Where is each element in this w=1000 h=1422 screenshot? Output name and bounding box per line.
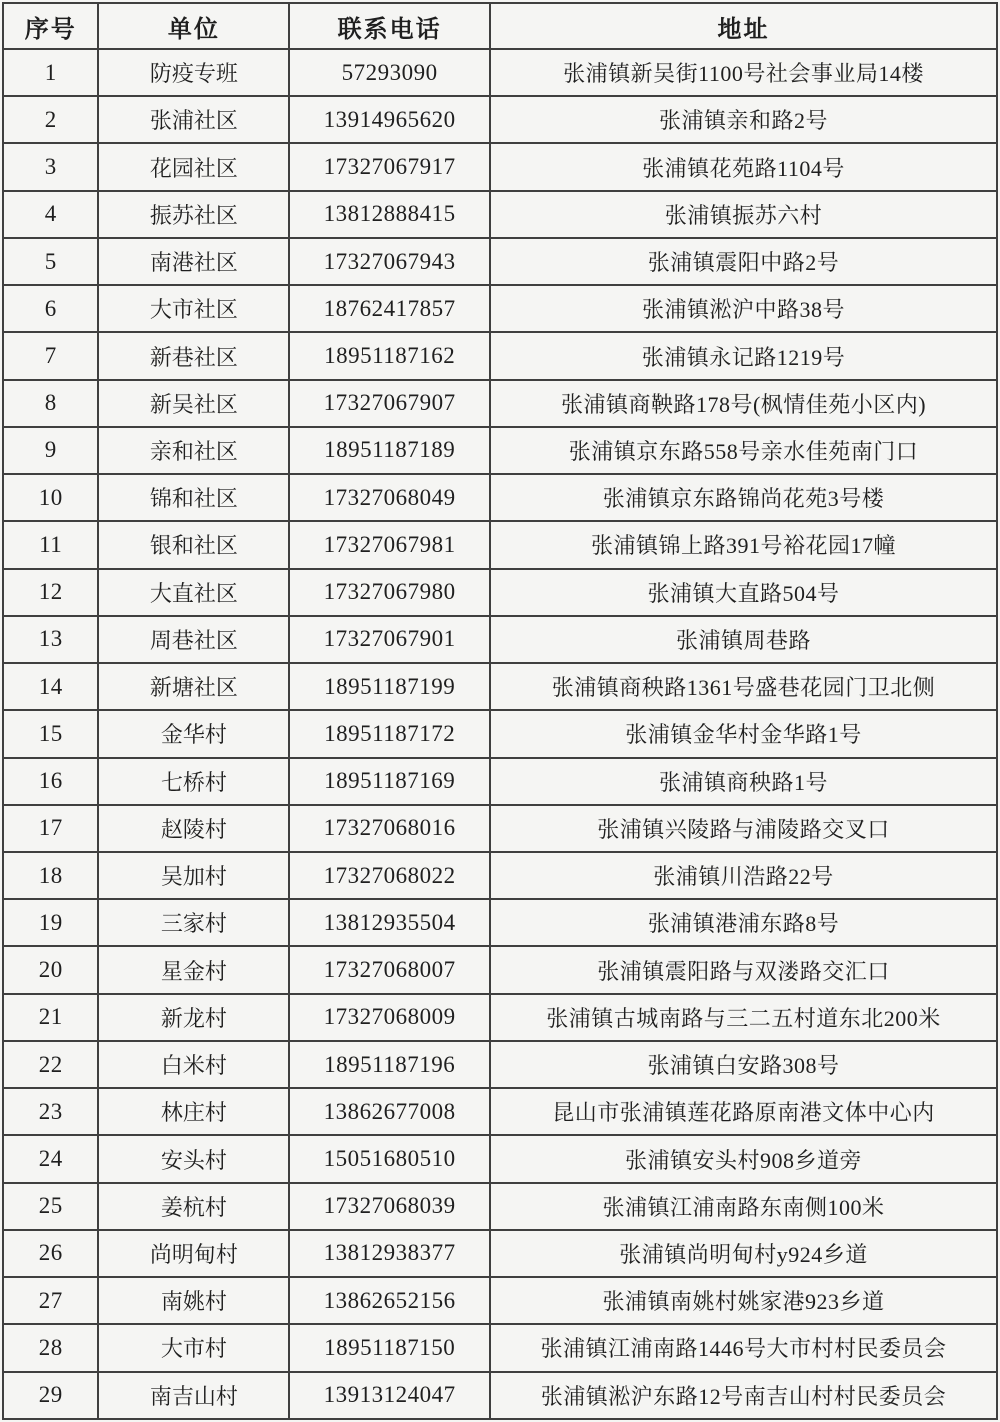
table-row [3,96,997,143]
cell-index: 14 [3,663,98,710]
table-row [3,852,997,899]
table-row [3,1041,997,1088]
cell-address: 张浦镇京东路锦尚花苑3号楼 [490,474,997,521]
cell-address: 张浦镇港浦东路8号 [490,899,997,946]
cell-address: 张浦镇商秧路1361号盛巷花园门卫北侧 [490,663,997,710]
cell-phone: 17327068049 [289,474,490,521]
table-row [3,285,997,332]
table-row [3,238,997,285]
cell-address: 张浦镇京东路558号亲水佳苑南门口 [490,427,997,474]
cell-index: 9 [3,427,98,474]
cell-index: 17 [3,805,98,852]
cell-index: 20 [3,946,98,993]
cell-address: 张浦镇川浩路22号 [490,852,997,899]
cell-index: 21 [3,994,98,1041]
cell-address: 张浦镇兴陵路与浦陵路交叉口 [490,805,997,852]
cell-phone: 17327067943 [289,238,490,285]
cell-address: 张浦镇亲和路2号 [490,96,997,143]
table-row [3,521,997,568]
cell-phone: 17327067981 [289,521,490,568]
cell-phone: 57293090 [289,49,490,96]
cell-index: 23 [3,1088,98,1135]
cell-address: 张浦镇江浦南路1446号大市村村民委员会 [490,1324,997,1371]
col-header-address: 地址 [490,3,997,49]
cell-phone: 13913124047 [289,1372,490,1419]
table-row [3,946,997,993]
cell-unit: 张浦社区 [98,96,289,143]
cell-phone: 17327068022 [289,852,490,899]
table-row [3,616,997,663]
cell-phone: 13812938377 [289,1230,490,1277]
cell-phone: 17327067917 [289,143,490,190]
cell-unit: 花园社区 [98,143,289,190]
cell-unit: 振苏社区 [98,191,289,238]
cell-index: 2 [3,96,98,143]
cell-index: 1 [3,49,98,96]
cell-phone: 17327068016 [289,805,490,852]
cell-index: 15 [3,710,98,757]
cell-unit: 姜杭村 [98,1183,289,1230]
cell-phone: 17327067901 [289,616,490,663]
cell-address: 张浦镇永记路1219号 [490,332,997,379]
cell-index: 27 [3,1277,98,1324]
cell-unit: 南港社区 [98,238,289,285]
table-row [3,1183,997,1230]
contact-table [2,2,998,1420]
cell-phone: 17327068007 [289,946,490,993]
cell-index: 11 [3,521,98,568]
cell-index: 19 [3,899,98,946]
col-header-index: 序号 [3,3,98,49]
cell-address: 张浦镇金华村金华路1号 [490,710,997,757]
cell-index: 5 [3,238,98,285]
cell-index: 6 [3,285,98,332]
cell-address: 张浦镇新吴街1100号社会事业局14楼 [490,49,997,96]
cell-phone: 18951187169 [289,758,490,805]
cell-unit: 南姚村 [98,1277,289,1324]
cell-address: 张浦镇江浦南路东南侧100米 [490,1183,997,1230]
col-header-phone: 联系电话 [289,3,490,49]
cell-phone: 17327067980 [289,569,490,616]
cell-unit: 周巷社区 [98,616,289,663]
cell-address: 张浦镇尚明甸村y924乡道 [490,1230,997,1277]
cell-index: 25 [3,1183,98,1230]
cell-address: 张浦镇淞沪中路38号 [490,285,997,332]
cell-address: 张浦镇淞沪东路12号南吉山村村民委员会 [490,1372,997,1419]
cell-phone: 18951187150 [289,1324,490,1371]
cell-index: 10 [3,474,98,521]
header-row [3,3,997,49]
cell-address: 张浦镇锦上路391号裕花园17幢 [490,521,997,568]
cell-index: 7 [3,332,98,379]
cell-phone: 17327068009 [289,994,490,1041]
cell-address: 张浦镇大直路504号 [490,569,997,616]
cell-unit: 新塘社区 [98,663,289,710]
cell-unit: 星金村 [98,946,289,993]
cell-address: 张浦镇花苑路1104号 [490,143,997,190]
cell-index: 28 [3,1324,98,1371]
table-row [3,805,997,852]
cell-address: 张浦镇南姚村姚家港923乡道 [490,1277,997,1324]
cell-address: 张浦镇古城南路与三二五村道东北200米 [490,994,997,1041]
cell-unit: 白米村 [98,1041,289,1088]
cell-unit: 安头村 [98,1135,289,1182]
cell-unit: 金华村 [98,710,289,757]
cell-index: 8 [3,380,98,427]
cell-unit: 吴加村 [98,852,289,899]
cell-unit: 新吴社区 [98,380,289,427]
cell-unit: 新龙村 [98,994,289,1041]
table-row [3,1135,997,1182]
cell-address: 张浦镇安头村908乡道旁 [490,1135,997,1182]
table-row [3,1372,997,1419]
cell-phone: 13862652156 [289,1277,490,1324]
cell-phone: 17327068039 [289,1183,490,1230]
cell-unit: 七桥村 [98,758,289,805]
cell-index: 3 [3,143,98,190]
cell-index: 12 [3,569,98,616]
cell-unit: 锦和社区 [98,474,289,521]
cell-address: 张浦镇商秧路1号 [490,758,997,805]
col-header-unit: 单位 [98,3,289,49]
table-row [3,380,997,427]
table-row [3,663,997,710]
cell-unit: 赵陵村 [98,805,289,852]
table-row [3,899,997,946]
cell-index: 4 [3,191,98,238]
table-row [3,1088,997,1135]
table-row [3,143,997,190]
cell-unit: 新巷社区 [98,332,289,379]
cell-unit: 银和社区 [98,521,289,568]
cell-unit: 大直社区 [98,569,289,616]
cell-unit: 亲和社区 [98,427,289,474]
cell-index: 26 [3,1230,98,1277]
table-row [3,1230,997,1277]
cell-unit: 尚明甸村 [98,1230,289,1277]
cell-unit: 防疫专班 [98,49,289,96]
cell-index: 13 [3,616,98,663]
table-row [3,49,997,96]
table-row [3,758,997,805]
cell-unit: 南吉山村 [98,1372,289,1419]
cell-address: 张浦镇振苏六村 [490,191,997,238]
cell-phone: 15051680510 [289,1135,490,1182]
table-row [3,710,997,757]
table-row [3,569,997,616]
cell-phone: 18951187199 [289,663,490,710]
cell-index: 16 [3,758,98,805]
cell-index: 24 [3,1135,98,1182]
cell-phone: 18762417857 [289,285,490,332]
cell-phone: 18951187189 [289,427,490,474]
table-row [3,994,997,1041]
cell-unit: 大市社区 [98,285,289,332]
cell-phone: 13812888415 [289,191,490,238]
table-row [3,1324,997,1371]
cell-address: 张浦镇白安路308号 [490,1041,997,1088]
cell-address: 张浦镇商鞅路178号(枫情佳苑小区内) [490,380,997,427]
table-row [3,427,997,474]
table-row [3,474,997,521]
cell-phone: 18951187172 [289,710,490,757]
cell-address: 张浦镇震阳路与双溇路交汇口 [490,946,997,993]
cell-phone: 18951187162 [289,332,490,379]
cell-index: 29 [3,1372,98,1419]
cell-phone: 13914965620 [289,96,490,143]
cell-address: 张浦镇震阳中路2号 [490,238,997,285]
table-row [3,1277,997,1324]
cell-address: 昆山市张浦镇莲花路原南港文体中心内 [490,1088,997,1135]
cell-phone: 17327067907 [289,380,490,427]
cell-address: 张浦镇周巷路 [490,616,997,663]
cell-index: 22 [3,1041,98,1088]
table-row [3,332,997,379]
cell-unit: 大市村 [98,1324,289,1371]
cell-phone: 13812935504 [289,899,490,946]
cell-phone: 18951187196 [289,1041,490,1088]
cell-unit: 林庄村 [98,1088,289,1135]
cell-index: 18 [3,852,98,899]
cell-phone: 13862677008 [289,1088,490,1135]
cell-unit: 三家村 [98,899,289,946]
table-row [3,191,997,238]
